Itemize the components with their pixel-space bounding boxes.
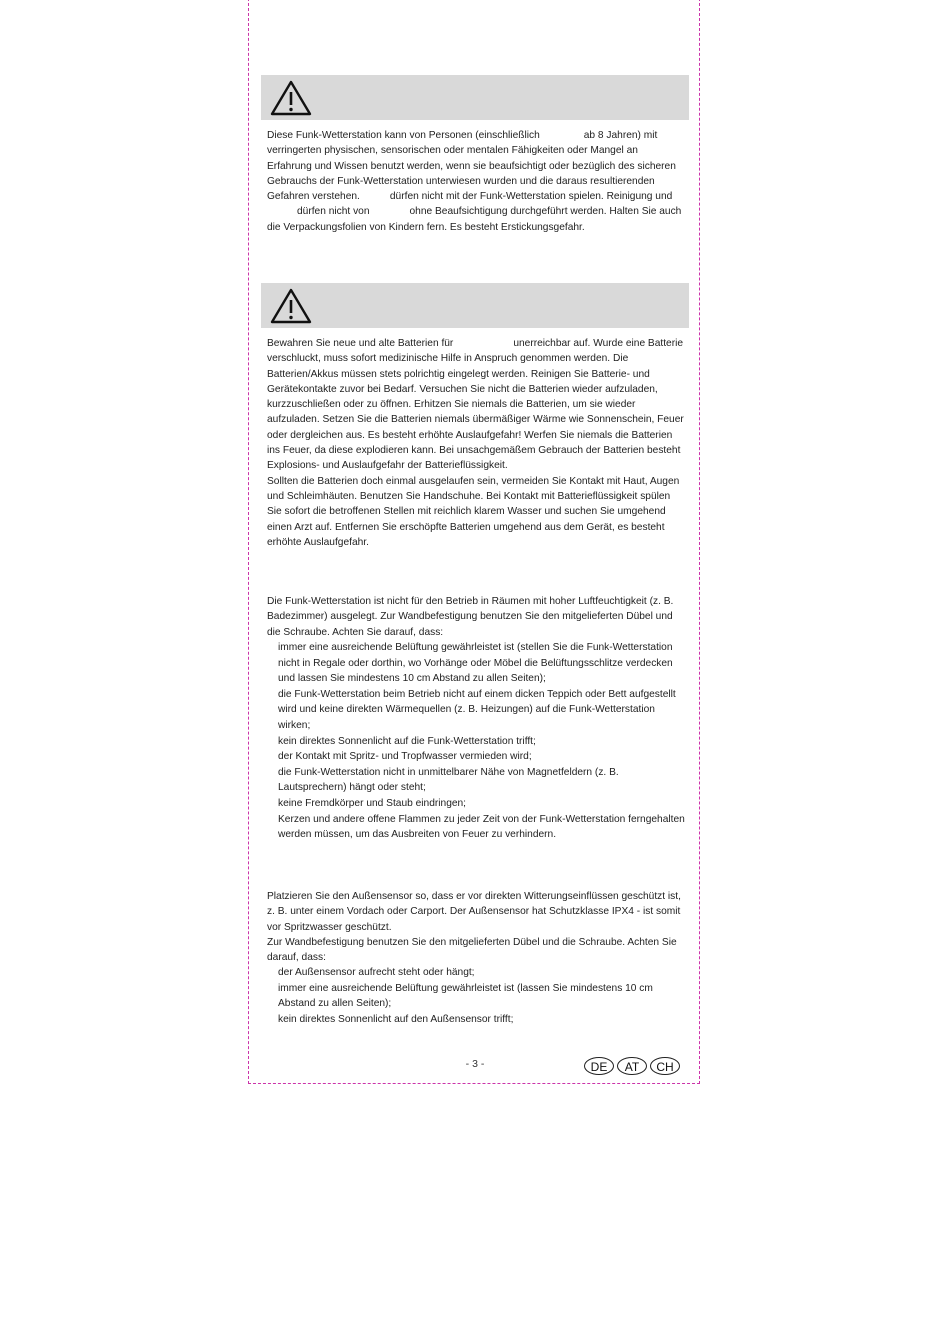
list-item: keine Fremdkörper und Staub eindringen; — [278, 797, 467, 809]
sensor-intro: Platzieren Sie den Außensensor so, dass er vor direkten Witterungseinflüssen geschützt ist, z. B. unter einem Vordach oder Carport. Der Außensensor hat Schutzklasse IPX4 - ist somit vor Spritzwasser geschützt. Zur Wandbefestigung benutzen Sie den mitgelieferten Dübel und die Schraube. Achten Sie darauf, dass: — [267, 891, 681, 964]
list-item: der Außensensor aufrecht steht oder hängt; — [278, 967, 475, 978]
warning-header-batteries — [261, 283, 689, 328]
list-item: immer eine ausreichende Belüftung gewährleistet ist (stellen Sie die Funk-Wetterstation nicht in Regale oder dorthin, wo Vorhänge oder Möbel die Belüftungsschlitze verdecken und lassen Sie mindestens 10 cm Abstand zu allen Seiten); — [278, 642, 673, 685]
country-badge-ch: CH — [650, 1057, 680, 1075]
station-conditions-list — [267, 640, 685, 843]
country-badges — [584, 1057, 680, 1075]
warning-triangle-icon — [269, 287, 313, 325]
list-item: die Funk-Wetterstation beim Betrieb nicht auf einem dicken Teppich oder Bett aufgestellt wird und keine direkten Wärmequellen (z. B. Heizungen) auf die Funk-Wetterstation wirken; — [278, 688, 676, 731]
station-intro: Die Funk-Wetterstation ist nicht für den Betrieb in Räumen mit hoher Luftfeuchtigkeit (z. B. Badezimmer) ausgelegt. Zur Wandbefestigung benutzen Sie den mitgelieferten Dübel und die Schraube. Achten Sie darauf, dass: — [267, 596, 674, 638]
country-badge-de: DE — [584, 1057, 614, 1075]
sensor-conditions-list — [267, 965, 685, 1027]
list-item: immer eine ausreichende Belüftung gewährleistet ist (lassen Sie mindestens 10 cm Abstand zu allen Seiten); — [278, 982, 653, 1010]
list-item: Kerzen und andere offene Flammen zu jeder Zeit von der Funk-Wetterstation ferngehalten werden müssen, um das Ausbreiten von Feuer zu verhindern. — [278, 813, 685, 841]
warning-header-children — [261, 75, 689, 120]
list-item: kein direktes Sonnenlicht auf die Funk-Wetterstation trifft; — [278, 735, 536, 747]
list-item: kein direktes Sonnenlicht auf den Außensensor trifft; — [278, 1013, 514, 1025]
list-item: die Funk-Wetterstation nicht in unmittelbarer Nähe von Magnetfeldern (z. B. Lautsprechern) hängt oder steht; — [278, 766, 619, 794]
warning-triangle-icon — [269, 79, 313, 117]
list-item: der Kontakt mit Spritz- und Tropfwasser vermieden wird; — [278, 751, 532, 763]
warning-batteries-text: Bewahren Sie neue und alte Batterien für unerreichbar auf. Wurde eine Batterie verschluckt, muss sofort medizinische Hilfe in Anspruch genommen werden. Die Batterien/Akkus müssen stets polrichtig eingelegt werden. Reinigen Sie Batterie- und Gerätekontakte zuvor bei Bedarf. Versuchen Sie nicht die Batterien wieder aufzuladen, kurzzuschließen oder zu öffnen. Erhitzen Sie niemals die Batterien, um sie wieder aufzuladen. Setzen Sie die Batterien niemals übermäßiger Wärme wie Sonnenschein, Feuer oder dergleichen aus. Es besteht erhöhte Auslaufgefahr! Werfen Sie niemals die Batterien ins Feuer, da diese explodieren kann. Bei unsachgemäßem Gebrauch der Batterien besteht Explosions- und Auslaufgefahr der Batterieflüssigkeit. Sollten die Batterien doch einmal ausgelaufen sein, vermeiden Sie Kontakt mit Haut, Augen und Schleimhäuten. Benutzen Sie Handschuhe. Bei Kontakt mit Batterieflüssigkeit spülen Sie sofort die betroffenen Stellen mit reichlich klarem Wasser und suchen Sie umgehend einen Arzt auf. Entfernen Sie erschöpfte Batterien umgehend aus dem Gerät, es besteht erhöhte Auslaufgefahr. — [267, 338, 684, 548]
warning-children-text: Diese Funk-Wetterstation kann von Personen (einschließlich ab 8 Jahren) mit verringerten physischen, sensorischen oder mentalen Fähigkeiten oder Mangel an Erfahrung und Wissen benutzt werden, wenn sie beaufsichtigt oder bezüglich des sicheren Gebrauchs der Funk-Wetterstation unterwiesen wurden und die daraus resultierenden Gefahren verstehen. dürfen nicht mit der Funk-Wetterstation spielen. Reinigung unddürfen nicht von ohne Beaufsichtigung durchgeführt werden. Halten Sie auch die Verpackungsfolien von Kindern fern. Es besteht Erstickungsgefahr. — [267, 130, 682, 233]
page-number: - 3 - — [465, 1058, 485, 1070]
country-badge-at: AT — [617, 1057, 647, 1075]
